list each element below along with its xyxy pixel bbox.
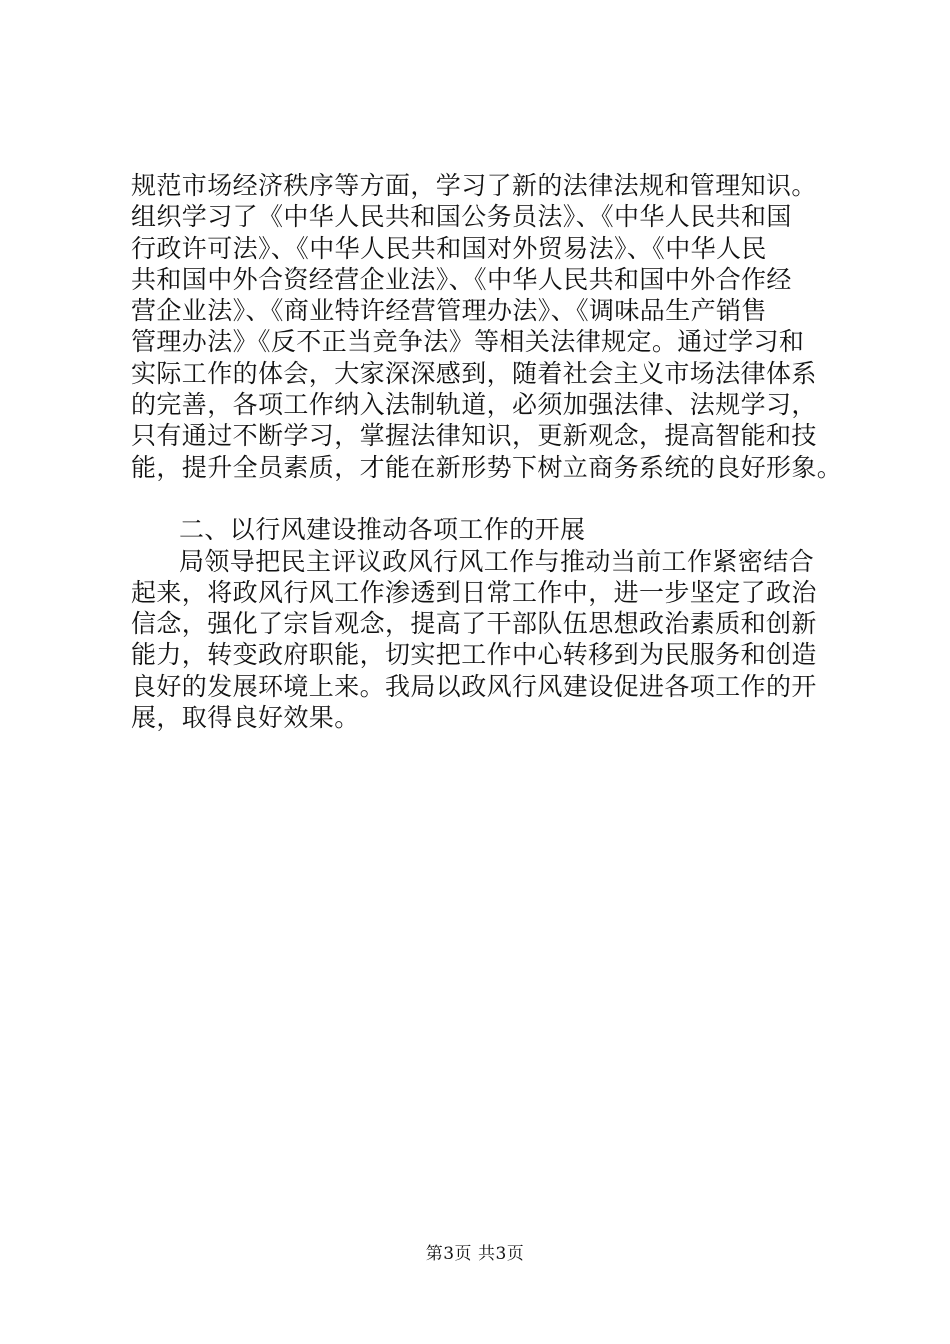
paragraph-style-building <box>131 546 851 734</box>
text-line: 局领导把民主评议政风行风工作与推动当前工作紧密结合 <box>179 546 815 576</box>
paragraph-gap <box>131 483 851 514</box>
text-line: 营企业法》、《商业特许经营管理办法》、《调味品生产销售 <box>131 296 767 326</box>
text-line: 的完善，各项工作纳入法制轨道，必须加强法律、法规学习， <box>131 390 817 420</box>
text-line: 组织学习了《中华人民共和国公务员法》、《中华人民共和国 <box>131 202 792 232</box>
text-line: 行政许可法》、《中华人民共和国对外贸易法》、《中华人民 <box>131 233 767 263</box>
text-line: 实际工作的体会，大家深深感到，随着社会主义市场法律体系 <box>131 358 817 388</box>
text-line: 良好的发展环境上来。我局以政风行风建设促进各项工作的开 <box>131 671 817 701</box>
text-line: 能，提升全员素质，才能在新形势下树立商务系统的良好形象。 <box>131 452 843 482</box>
text-line: 只有通过不断学习，掌握法律知识，更新观念，提高智能和技 <box>131 421 817 451</box>
page-number-footer: 第3页 共3页 <box>425 1244 525 1264</box>
text-line: 展，取得良好效果。 <box>131 703 360 733</box>
text-line: 管理办法》《反不正当竞争法》等相关法律规定。通过学习和 <box>131 327 805 357</box>
document-body <box>131 170 851 733</box>
text-line: 规范市场经济秩序等方面，学习了新的法律法规和管理知识。 <box>131 171 817 200</box>
paragraph-law-study <box>131 170 851 483</box>
text-line: 能力，转变政府职能，切实把工作中心转移到为民服务和创造 <box>131 640 817 670</box>
text-line: 共和国中外合资经营企业法》、《中华人民共和国中外合作经 <box>131 264 792 294</box>
section-heading: 二、以行风建设推动各项工作的开展 <box>179 515 586 545</box>
text-line: 信念，强化了宗旨观念，提高了干部队伍思想政治素质和创新 <box>131 609 817 639</box>
text-line: 起来，将政风行风工作渗透到日常工作中，进一步坚定了政治 <box>131 577 817 607</box>
